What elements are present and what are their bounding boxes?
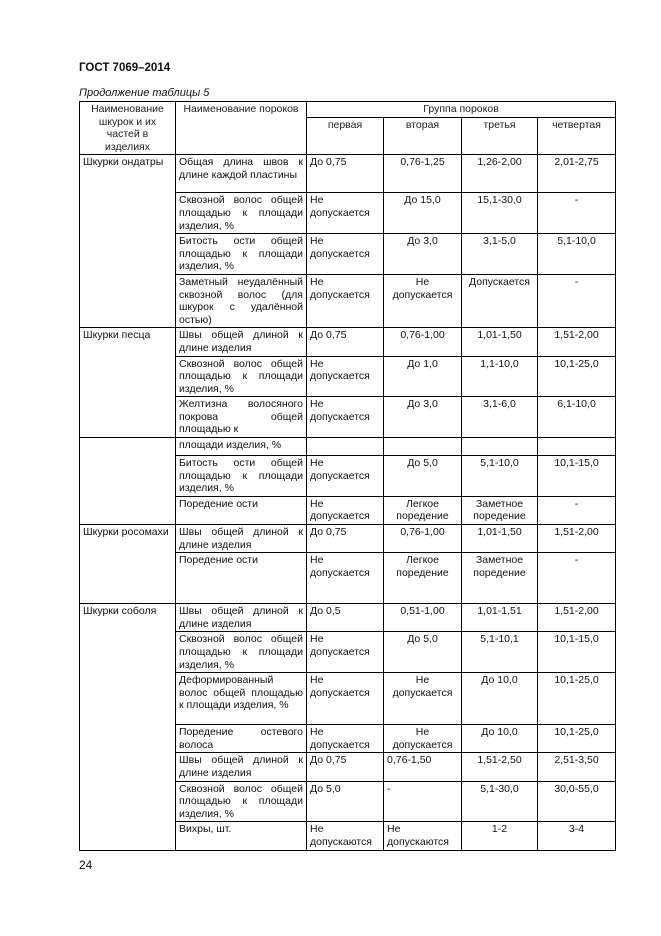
value-group-4: 1,51-2,00	[538, 604, 616, 632]
value-group-2: Не допускается	[384, 673, 462, 725]
value-group-3: 3,1-5,0	[462, 234, 538, 275]
value-group-1: Не допускается	[307, 356, 384, 397]
header-group-first: первая	[307, 118, 384, 155]
header-group-fourth: четвертая	[538, 118, 616, 155]
section-wolverine: Шкурки росомахи	[80, 525, 176, 604]
value-group-4: 10,1-25,0	[538, 725, 616, 753]
defect-name: Сквозной волос общей площадью к площади изделия, %	[176, 356, 307, 397]
value-group-2: До 15,0	[384, 193, 462, 234]
defect-name: Битость ости общей площадью к площади изделия, %	[176, 234, 307, 275]
value-group-3: 1,01-1,50	[462, 328, 538, 356]
value-group-3: Заметное поредение	[462, 496, 538, 524]
defect-name: Общая длина швов к длине каждой пластины	[176, 155, 307, 193]
value-group-3: До 10,0	[462, 673, 538, 725]
defect-name: Битость ости общей площадью к площади изделия, %	[176, 456, 307, 497]
value-group-3: 1-2	[462, 822, 538, 850]
value-group-1: Не допускается	[307, 673, 384, 725]
value-group-1: Не допускается	[307, 496, 384, 524]
value-group-3: 5,1-10,0	[462, 456, 538, 497]
value-group-3	[462, 438, 538, 456]
value-group-4: 1,51-2,00	[538, 328, 616, 356]
page-number: 24	[79, 858, 93, 872]
header-group-third: третья	[462, 118, 538, 155]
value-group-2: До 5,0	[384, 632, 462, 673]
value-group-1: Не допускается	[307, 234, 384, 275]
value-group-1: До 0,75	[307, 328, 384, 356]
defect-name: Швы общей длиной к длине изделия	[176, 328, 307, 356]
table-row	[80, 604, 616, 632]
value-group-3: 1,01-1,50	[462, 525, 538, 553]
value-group-3: 5,1-10,1	[462, 632, 538, 673]
value-group-4: 30,0-55,0	[538, 781, 616, 822]
defect-name: Сквозной волос общей площадью к площади изделия, %	[176, 781, 307, 822]
value-group-2	[384, 438, 462, 456]
value-group-4: 1,51-2,00	[538, 525, 616, 553]
value-group-3: Заметное поредение	[462, 553, 538, 604]
value-group-2: 0,51-1,00	[384, 604, 462, 632]
value-group-2: 0,76-1,00	[384, 525, 462, 553]
defect-name: площади изделия, %	[176, 438, 307, 456]
value-group-3: 15,1-30,0	[462, 193, 538, 234]
value-group-4: -	[538, 496, 616, 524]
value-group-2: 0,76-1,25	[384, 155, 462, 193]
value-group-1: Не допускается	[307, 632, 384, 673]
defect-name: Деформированный волос общей площадью к площади изделия, %	[176, 673, 307, 725]
value-group-4: 2,01-2,75	[538, 155, 616, 193]
value-group-1: Не допускается	[307, 456, 384, 497]
value-group-3: 1,51-2,50	[462, 753, 538, 781]
header-group-second: вторая	[384, 118, 462, 155]
section-arctic-fox-cont	[80, 438, 176, 525]
value-group-4: 10,1-15,0	[538, 632, 616, 673]
value-group-3: 1,01-1,51	[462, 604, 538, 632]
value-group-1: До 0,75	[307, 525, 384, 553]
defect-name: Швы общей длиной к длине изделия	[176, 604, 307, 632]
table-row	[80, 328, 616, 356]
value-group-4: 3-4	[538, 822, 616, 850]
value-group-1: Не допускаются	[307, 822, 384, 850]
value-group-3: 3,1-6,0	[462, 397, 538, 438]
value-group-4: 2,51-3,50	[538, 753, 616, 781]
value-group-4: -	[538, 553, 616, 604]
value-group-2: Не допускается	[384, 725, 462, 753]
value-group-2: До 3,0	[384, 234, 462, 275]
table-row	[80, 438, 616, 456]
value-group-3: 1,26-2,00	[462, 155, 538, 193]
defect-name: Швы общей длиной к длине изделия	[176, 753, 307, 781]
defect-name: Поредение ости	[176, 553, 307, 604]
value-group-1: Не допускается	[307, 397, 384, 438]
defect-name: Швы общей длиной к длине изделия	[176, 525, 307, 553]
value-group-2: Легкое поредение	[384, 553, 462, 604]
value-group-3: 1,1-10,0	[462, 356, 538, 397]
value-group-2: 0,76-1,00	[384, 328, 462, 356]
value-group-4	[538, 438, 616, 456]
value-group-1: До 0,75	[307, 753, 384, 781]
value-group-4: 10,1-25,0	[538, 356, 616, 397]
value-group-4: -	[538, 193, 616, 234]
value-group-4: 10,1-25,0	[538, 673, 616, 725]
section-sable: Шкурки соболя	[80, 604, 176, 850]
value-group-2: До 1,0	[384, 356, 462, 397]
table-row	[80, 525, 616, 553]
value-group-1: До 0,75	[307, 155, 384, 193]
table-row	[80, 155, 616, 193]
value-group-3: 5,1-30,0	[462, 781, 538, 822]
value-group-1: Не допускается	[307, 193, 384, 234]
value-group-1: Не допускается	[307, 725, 384, 753]
value-group-2: Не допускается	[384, 274, 462, 327]
document-code: ГОСТ 7069–2014	[79, 62, 171, 74]
table-caption: Продолжение таблицы 5	[79, 87, 210, 99]
defect-name: Желтизна волосяного покрова общей площадью к	[176, 397, 307, 438]
header-skins: Наименование шкурок и их частей в изделиях	[80, 102, 176, 155]
value-group-2: До 5,0	[384, 456, 462, 497]
value-group-2: Не допускаются	[384, 822, 462, 850]
section-muskrat: Шкурки ондатры	[80, 155, 176, 328]
value-group-4: 5,1-10,0	[538, 234, 616, 275]
value-group-1	[307, 438, 384, 456]
defect-name: Сквозной волос общей площадью к площади изделия, %	[176, 632, 307, 673]
value-group-1: Не допускается	[307, 553, 384, 604]
header-defects: Наименование пороков	[176, 102, 307, 155]
defects-table	[79, 101, 616, 851]
defect-name: Сквозной волос общей площадью к площади изделия, %	[176, 193, 307, 234]
defect-name: Вихры, шт.	[176, 822, 307, 850]
table-header	[80, 102, 616, 155]
value-group-4: -	[538, 274, 616, 327]
value-group-4: 6,1-10,0	[538, 397, 616, 438]
defect-name: Поредение остевого волоса	[176, 725, 307, 753]
header-defect-group: Группа пороков	[307, 102, 616, 118]
value-group-1: До 0,5	[307, 604, 384, 632]
value-group-2: -	[384, 781, 462, 822]
defect-name: Заметный неудалённый сквозной волос (для шкурок с удалённой остью)	[176, 274, 307, 327]
value-group-3: До 10,0	[462, 725, 538, 753]
value-group-2: 0,76-1,50	[384, 753, 462, 781]
value-group-1: Не допускается	[307, 274, 384, 327]
value-group-4: 10,1-15,0	[538, 456, 616, 497]
value-group-2: До 3,0	[384, 397, 462, 438]
value-group-3: Допускается	[462, 274, 538, 327]
defect-name: Поредение ости	[176, 496, 307, 524]
value-group-2: Легкое поредение	[384, 496, 462, 524]
value-group-1: До 5,0	[307, 781, 384, 822]
section-arctic-fox: Шкурки песца	[80, 328, 176, 438]
